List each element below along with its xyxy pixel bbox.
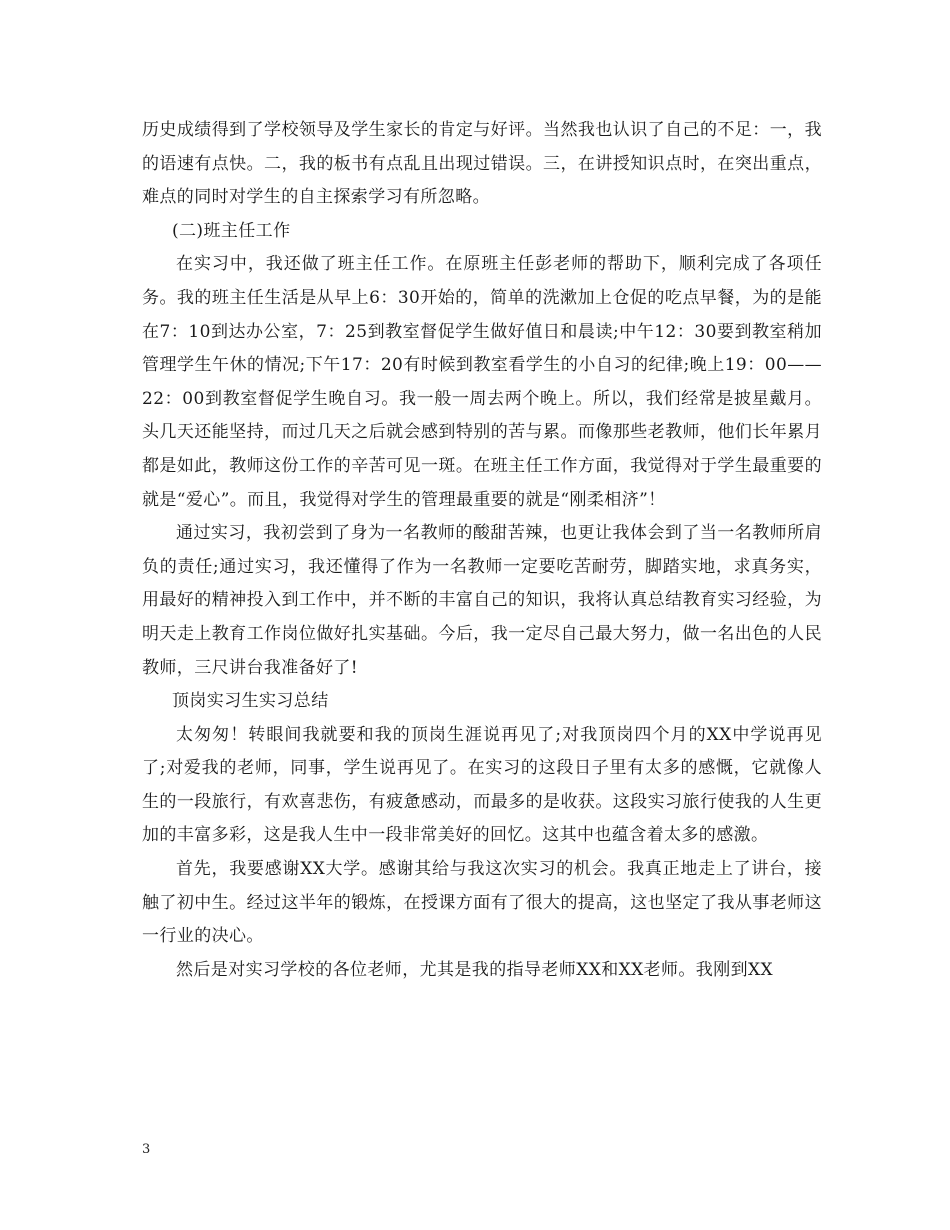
paragraph-2: 在实习中，我还做了班主任工作。在原班主任彭老师的帮助下，顺利完成了各项任务。我的班主任生活是从早上6：30开始的，简单的洗漱加上仓促的吃点早餐，为的是能在7：10到达办公室，7：25到教室督促学生做好值日和晨读;中午12：30要到教室稍加管理学生午休的情况;下午17：20有时候到教室看学生的小自习的纪律;晚上19：00——22：00到教室督促学生晚自习。我一般一周去两个晚上。所以，我们经常是披星戴月。头几天还能坚持，而过几天之后就会感到特别的苦与累。而像那些老教师，他们长年累月都是如此，教师这份工作的辛苦可见一斑。在班主任工作方面，我觉得对于学生最重要的就是“爱心”。而且，我觉得对学生的管理最重要的就是“刚柔相济”！ xyxy=(142,254,822,510)
paragraph-5: 首先，我要感谢XX大学。感谢其给与我这次实习的机会。我真正地走上了讲台，接触了初中生。经过这半年的锻炼，在授课方面有了很大的提高，这也坚定了我从事老师这一行业的决心。 xyxy=(142,859,822,947)
paragraph-4: 太匆匆！转眼间我就要和我的顶岗生涯说再见了;对我顶岗四个月的XX中学说再见了;对爱我的老师，同事，学生说再见了。在实习的这段日子里有太多的感慨，它就像人生的一段旅行，有欢喜悲伤，有疲惫感动，而最多的是收获。这段实习旅行使我的人生更加的丰富多彩，这是我人生中一段非常美好的回忆。这其中也蕴含着太多的感激。 xyxy=(142,724,822,846)
paragraph-3: 通过实习，我初尝到了身为一名教师的酸甜苦辣，也更让我体会到了当一名教师所肩负的责任;通过实习，我还懂得了作为一名教师一定要吃苦耐劳，脚踏实地，求真务实，用最好的精神投入到工作中，并不断的丰富自己的知识，我将认真总结教育实习经验，为明天走上教育工作岗位做好扎实基础。今后，我一定尽自己最大努力，做一名出色的人民教师，三尺讲台我准备好了! xyxy=(142,523,822,678)
paragraph-1: 历史成绩得到了学校领导及学生家长的肯定与好评。当然我也认识了自己的不足：一，我的语速有点快。二，我的板书有点乱且出现过错误。三，在讲授知识点时，在突出重点，难点的同时对学生的自主探索学习有所忽略。 xyxy=(142,120,822,208)
paragraph-6: 然后是对实习学校的各位老师，尤其是我的指导老师XX和XX老师。我刚到XX xyxy=(176,959,774,980)
section-heading-internship-summary: 顶岗实习生实习总结 xyxy=(172,691,329,712)
page-number: 3 xyxy=(142,1142,151,1157)
document-body xyxy=(142,114,822,987)
section-heading-class-teacher: (二)班主任工作 xyxy=(172,220,291,241)
